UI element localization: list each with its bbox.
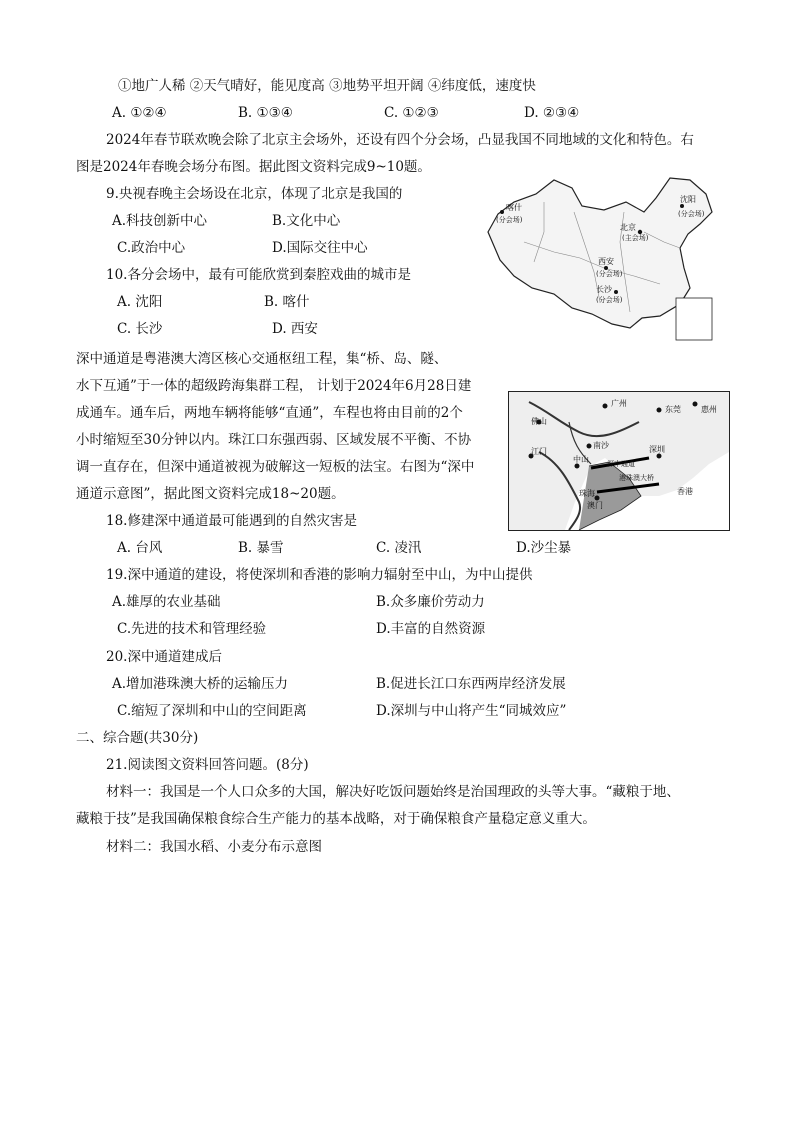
city-beijing-tag: (主会场)	[622, 234, 649, 242]
city-marker	[680, 204, 684, 208]
q10-option-d: D. 西安	[272, 321, 318, 337]
q18-option-b: B. 暴雪	[238, 540, 284, 556]
prev-option-d: D. ②③④	[524, 105, 580, 121]
place-zhuhai: 珠海	[579, 489, 595, 498]
q19-option-c: C.先进的技术和管理经验	[117, 621, 267, 637]
prev-option-b: B. ①③④	[238, 105, 293, 121]
q18-option-a: A. 台风	[117, 540, 163, 556]
q18-stem: 18.修建深中通道最可能遇到的自然灾害是	[106, 513, 357, 529]
q19-stem: 19.深中通道的建设，将使深圳和香港的影响力辐射至中山，为中山提供	[106, 567, 533, 583]
q20-option-d: D.深圳与中山将产生“同城效应”	[376, 703, 567, 719]
q9-option-d: D.国际交往中心	[272, 240, 368, 256]
q9-option-a: A.科技创新中心	[112, 213, 208, 229]
place-zhongshan: 中山	[573, 455, 589, 464]
material1-line1: 材料一：我国是一个人口众多的大国，解决好吃饭问题始终是治国理政的头等大事。“藏粮于地、	[106, 784, 680, 800]
place-foshan: 佛山	[531, 417, 547, 426]
city-changsha-tag: (分会场)	[596, 296, 623, 304]
q10-option-c: C. 长沙	[117, 321, 163, 337]
place-nansha: 南沙	[593, 441, 609, 450]
city-marker	[657, 454, 662, 459]
passage-line2: 水下互通”于一体的超级跨海集群工程， 计划于2024年6月28日建	[76, 378, 472, 394]
shenzhong-channel-map	[508, 391, 730, 531]
city-marker	[693, 402, 698, 407]
q20-option-c: C.缩短了深圳和中山的空间距离	[117, 703, 307, 719]
q18-option-c: C. 凌汛	[376, 540, 422, 556]
material1-line2: 藏粮于技”是我国确保粮食综合生产能力的基本战略，对于确保粮食产量稳定意义重大。	[76, 811, 596, 827]
passage-line6: 通道示意图”，据此图文资料完成18~20题。	[76, 486, 345, 502]
place-hzmb: 港珠澳大桥	[619, 474, 654, 482]
gala-intro-line1: 2024年春节联欢晚会除了北京主会场外，还设有四个分会场，凸显我国不同地域的文化和特色。右	[106, 132, 694, 148]
q20-stem: 20.深中通道建成后	[106, 649, 222, 665]
q19-option-d: D.丰富的自然资源	[376, 621, 486, 637]
q18-option-d: D.沙尘暴	[516, 540, 572, 556]
passage-line5: 调一直存在，但深中通道被视为破解这一短板的法宝。右图为“深中	[76, 459, 475, 475]
q9-option-c: C.政治中心	[117, 240, 186, 256]
place-huizhou: 惠州	[701, 405, 717, 414]
place-shenzhen: 深圳	[649, 445, 665, 454]
place-guangzhou: 广州	[611, 399, 627, 408]
q19-option-b: B.众多廉价劳动力	[376, 594, 485, 610]
prev-question-reasons: ①地广人稀 ②天气晴好，能见度高 ③地势平坦开阔 ④纬度低，速度快	[118, 78, 536, 94]
place-hongkong: 香港	[677, 487, 693, 496]
material2-caption: 材料二：我国水稻、小麦分布示意图	[106, 839, 322, 855]
passage-line1: 深中通道是粤港澳大湾区核心交通枢纽工程，集“桥、岛、隧、	[76, 351, 448, 367]
q10-option-b: B. 喀什	[264, 294, 310, 310]
china-gala-map	[484, 172, 724, 344]
city-marker	[500, 210, 504, 214]
city-beijing: 北京	[620, 223, 636, 232]
place-macau: 澳门	[587, 501, 603, 510]
city-xian-tag: (分会场)	[596, 270, 623, 278]
passage-line3: 成通车。通车后，两地车辆将能够“直通”，车程也将由目前的2个	[76, 405, 463, 421]
place-dongguan: 东莞	[665, 405, 681, 414]
city-marker	[575, 464, 580, 469]
city-xian: 西安	[598, 257, 614, 266]
q19-option-a: A.雄厚的农业基础	[112, 594, 221, 610]
prev-option-c: C. ①②③	[384, 105, 439, 121]
place-jiangmen: 江门	[531, 447, 547, 456]
city-shenyang: 沈阳	[680, 195, 696, 204]
city-marker	[595, 496, 600, 501]
gala-intro-line2: 图是2024年春晚会场分布图。据此图文资料完成9~10题。	[76, 159, 431, 175]
q10-option-a: A. 沈阳	[117, 294, 163, 310]
city-shenyang-tag: (分会场)	[678, 210, 705, 218]
prev-option-a: A. ①②④	[112, 105, 167, 121]
q20-option-a: A.增加港珠澳大桥的运输压力	[112, 676, 289, 692]
q21-stem: 21.阅读图文资料回答问题。(8分)	[106, 757, 309, 773]
city-marker	[614, 290, 618, 294]
q10-stem: 10.各分会场中，最有可能欣赏到秦腔戏曲的城市是	[106, 267, 411, 283]
q20-option-b: B.促进长江口东西两岸经济发展	[376, 676, 566, 692]
city-kashgar-tag: (分会场)	[496, 216, 523, 224]
city-changsha: 长沙	[596, 285, 612, 294]
city-marker	[587, 444, 592, 449]
city-marker	[657, 408, 662, 413]
city-kashgar: 喀什	[506, 203, 522, 212]
city-marker	[603, 404, 608, 409]
q9-stem: 9.央视春晚主会场设在北京，体现了北京是我国的	[106, 186, 403, 202]
passage-line4: 小时缩短至30分钟以内。珠江口东强西弱、区域发展不平衡、不协	[76, 432, 472, 448]
place-shenzhong-channel: 深中通道	[607, 460, 635, 468]
q9-option-b: B.文化中心	[272, 213, 341, 229]
section2-heading: 二、综合题(共30分)	[76, 730, 199, 746]
south-sea-inset	[676, 298, 712, 340]
